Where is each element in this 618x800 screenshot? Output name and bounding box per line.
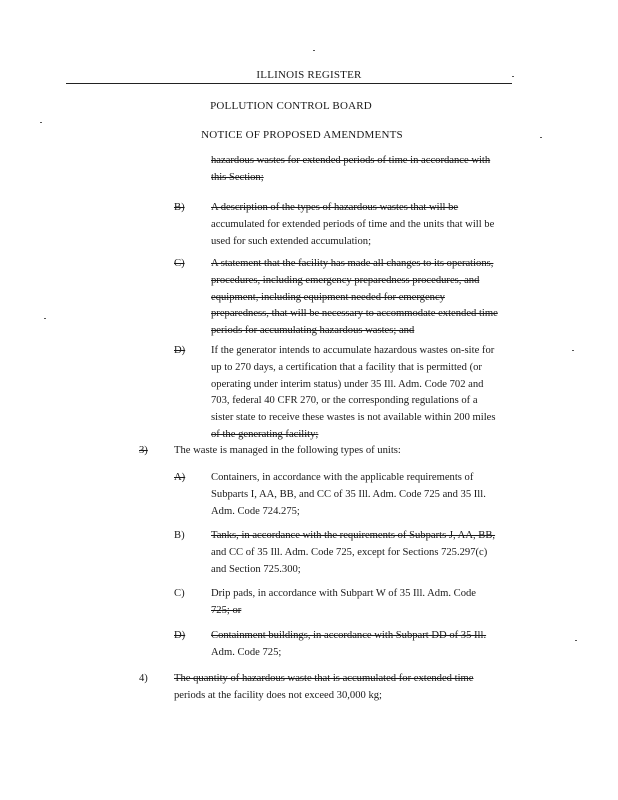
item-4-text <box>174 671 473 705</box>
item-4-label: 4) <box>139 673 148 684</box>
item-c-line-5: periods for accumulating hazardous wastes; and <box>211 325 415 337</box>
item-d-line-1: If the generator intends to accumulate hazardous wastes on-site for <box>211 345 495 356</box>
item-3b-line-1: Tanks, in accordance with the requirements of Subparts J, AA, BB, <box>211 530 496 541</box>
item-3a-line-3: Adm. Code 724.275; <box>211 505 300 517</box>
item-c-line-2: procedures, including emergency preparedness procedures, and <box>211 274 480 286</box>
item-d-line-5: sister state to receive these wastes is not available within 200 miles <box>211 412 496 424</box>
item-3b-label: B) <box>174 530 185 541</box>
item-3-label: 3) <box>139 445 148 456</box>
item-3c-line-2: 725; or <box>211 604 242 616</box>
scan-speck <box>575 640 577 641</box>
item-c-line-1: A statement that the facility has made all changes to its operations, <box>211 258 494 269</box>
continuation-line-2: this Section; <box>211 171 264 183</box>
item-3b-text <box>211 528 495 578</box>
item-d-line-2: up to 270 days, a certification that a facility that is permitted (or <box>211 361 482 373</box>
register-title: ILLINOIS REGISTER <box>256 69 362 81</box>
item-3c-label: C) <box>174 588 185 599</box>
item-3d-line-2: Adm. Code 725; <box>211 646 282 658</box>
notice-title: NOTICE OF PROPOSED AMENDMENTS <box>201 129 403 141</box>
item-b-line-1: A description of the types of hazardous wastes that will be <box>211 202 459 213</box>
item-3d-text <box>211 628 486 662</box>
item-d-line-3: operating under interim status) under 35 Ill. Adm. Code 702 and <box>211 378 484 390</box>
scan-speck <box>572 350 574 351</box>
item-3a-line-2: Subparts I, AA, BB, and CC of 35 Ill. Adm. Code 725 and 35 Ill. <box>211 488 486 500</box>
item-4-line-1: The quantity of hazardous waste that is accumulated for extended time <box>174 673 474 684</box>
scan-speck <box>40 122 42 123</box>
scan-speck <box>44 318 46 319</box>
item-b-label: B) <box>174 202 185 213</box>
item-3b-line-3: and Section 725.300; <box>211 563 301 575</box>
scan-speck <box>540 137 542 138</box>
item-d-line-6: of the generating facility; <box>211 428 319 440</box>
item-d-label: D) <box>174 345 186 356</box>
item-3a-label: A) <box>174 472 186 483</box>
item-3-text: The waste is managed in the following types of units: <box>174 445 401 456</box>
item-b-text <box>211 200 494 250</box>
item-3a-text <box>211 470 486 520</box>
item-c-line-4: preparedness, that will be necessary to accommodate extended time <box>211 308 498 320</box>
item-3c-text <box>211 586 476 620</box>
item-b-line-3: used for such extended accumulation; <box>211 235 372 247</box>
item-c-text <box>211 256 498 340</box>
header-rule <box>66 83 512 84</box>
item-b-line-2: accumulated for extended periods of time and the units that will be <box>211 218 495 230</box>
item-3d-label: D) <box>174 630 186 641</box>
scan-speck <box>313 50 315 51</box>
item-4-line-2: periods at the facility does not exceed 30,000 kg; <box>174 689 382 701</box>
item-c-label: C) <box>174 258 185 269</box>
item-d-text <box>211 343 496 444</box>
item-c-line-3: equipment, including equipment needed for emergency <box>211 291 445 303</box>
continuation-line-1: hazardous wastes for extended periods of time in accordance with <box>211 155 491 166</box>
item-3b-line-2: and CC of 35 Ill. Adm. Code 725, except for Sections 725.297(c) <box>211 546 488 558</box>
scan-speck <box>512 76 514 77</box>
item-d-line-4: 703, federal 40 CFR 270, or the corresponding regulations of a <box>211 395 478 407</box>
item-3d-line-1: Containment buildings, in accordance with Subpart DD of 35 Ill. <box>211 630 487 641</box>
continuation-text <box>211 153 490 187</box>
item-3a-line-1: Containers, in accordance with the applicable requirements of <box>211 472 474 483</box>
board-title: POLLUTION CONTROL BOARD <box>210 100 372 112</box>
item-3c-line-1: Drip pads, in accordance with Subpart W of 35 Ill. Adm. Code <box>211 588 476 599</box>
